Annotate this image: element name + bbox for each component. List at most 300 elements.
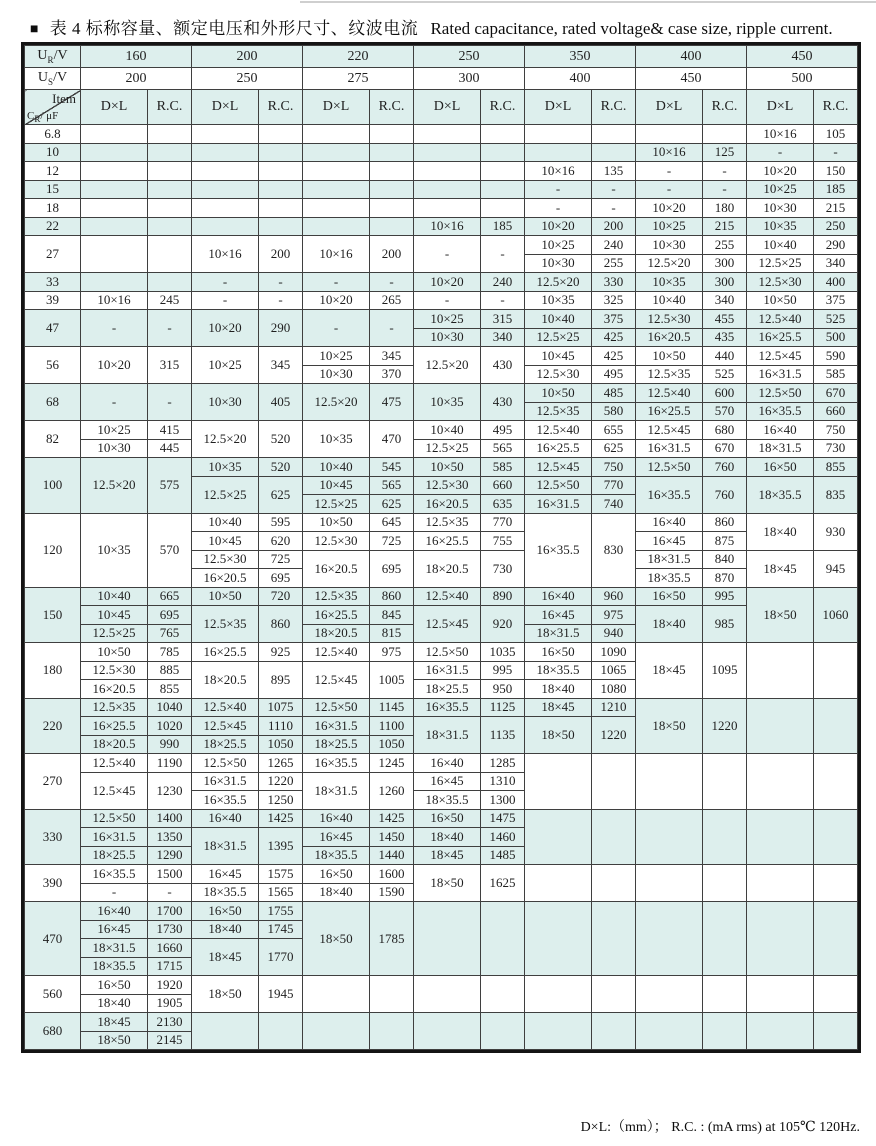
ur-label-cell: $U_R/V$ — [25, 46, 81, 68]
spec-table-body — [25, 46, 858, 1050]
corner-item-label: Item — [52, 91, 76, 106]
rc-cell — [592, 809, 636, 865]
dxl-cell: 16×50 — [525, 643, 592, 662]
dxl-cell: 12.5×30 — [81, 661, 148, 680]
rc-cell: 325 — [592, 291, 636, 310]
rc-cell — [592, 125, 636, 144]
rc-cell — [259, 143, 303, 162]
dxl-cell: 16×45 — [636, 532, 703, 551]
dxl-cell — [636, 125, 703, 144]
rc-cell: 1065 — [592, 661, 636, 680]
rc-cell: 1660 — [148, 939, 192, 958]
cap-cell: 560 — [25, 976, 81, 1013]
dxl-cell: 18×25.5 — [303, 735, 370, 754]
rc-cell — [703, 865, 747, 902]
dxl-cell: 12.5×25 — [414, 439, 481, 458]
rc-cell: 1300 — [481, 791, 525, 810]
dxl-cell: 10×45 — [81, 606, 148, 625]
rc-cell — [592, 976, 636, 1013]
dxl-cell — [192, 162, 259, 181]
dxl-cell: 12.5×25 — [747, 254, 814, 273]
cap-group-330-row-1 — [25, 809, 858, 828]
rc-cell: 1400 — [148, 809, 192, 828]
ur-value-cell: 350 — [525, 46, 636, 68]
rc-cell — [148, 125, 192, 144]
rc-cell: 975 — [592, 606, 636, 625]
ur-value-cell: 160 — [81, 46, 192, 68]
dxl-cell: 18×45 — [636, 643, 703, 699]
dxl-cell: 10×30 — [525, 254, 592, 273]
rc-cell — [370, 976, 414, 1013]
rc-cell: 430 — [481, 347, 525, 384]
dxl-cell: 16×25.5 — [414, 532, 481, 551]
cap-cell: 330 — [25, 809, 81, 865]
dxl-cell: 10×20 — [81, 347, 148, 384]
dxl-cell: 12.5×45 — [192, 717, 259, 736]
rc-cell: - — [703, 162, 747, 181]
cap-cell: 27 — [25, 236, 81, 273]
rc-cell: 855 — [814, 458, 858, 477]
cap-group-220-row-1 — [25, 698, 858, 717]
dxl-cell — [303, 162, 370, 181]
dxl-cell: 16×35.5 — [636, 476, 703, 513]
cap-cell: 470 — [25, 902, 81, 976]
rc-cell — [814, 809, 858, 865]
rc-cell: 200 — [592, 217, 636, 236]
rc-cell: 845 — [370, 606, 414, 625]
cap-cell: 680 — [25, 1013, 81, 1050]
dxl-cell: 10×40 — [636, 291, 703, 310]
dxl-cell: 10×35 — [81, 513, 148, 587]
dxl-cell — [636, 754, 703, 810]
dxl-cell: 16×25.5 — [525, 439, 592, 458]
dxl-cell — [636, 809, 703, 865]
cap-group-27-row-1 — [25, 236, 858, 255]
dxl-cell: 12.5×35 — [81, 698, 148, 717]
rc-cell: 290 — [259, 310, 303, 347]
rc-cell: 670 — [814, 384, 858, 403]
rc-cell: 890 — [481, 587, 525, 606]
rc-cell: 770 — [592, 476, 636, 495]
dxl-cell: 12.5×45 — [747, 347, 814, 366]
dxl-cell: 16×45 — [525, 606, 592, 625]
dxl-cell: 16×45 — [303, 828, 370, 847]
dxl-cell — [81, 199, 148, 218]
dxl-cell: 18×31.5 — [303, 772, 370, 809]
dxl-cell: 18×50 — [192, 976, 259, 1013]
dxl-cell: 10×35 — [303, 421, 370, 458]
dxl-cell: 16×40 — [303, 809, 370, 828]
dxl-cell: 16×25.5 — [81, 717, 148, 736]
rc-cell — [259, 1013, 303, 1050]
spec-table — [24, 45, 858, 1050]
dxl-cell: 16×45 — [81, 920, 148, 939]
dxl-cell: 10×50 — [303, 513, 370, 532]
cap-group-120-row-1 — [25, 513, 858, 532]
rc-header-cell: R.C. — [370, 90, 414, 125]
dxl-cell: 16×35.5 — [192, 791, 259, 810]
rc-cell: 525 — [703, 365, 747, 384]
cap-group-150-row-1 — [25, 587, 858, 606]
dxl-cell: 12.5×45 — [81, 772, 148, 809]
rc-cell: 245 — [148, 291, 192, 310]
rc-cell: 950 — [481, 680, 525, 699]
rc-cell — [814, 1013, 858, 1050]
rc-cell: 1210 — [592, 698, 636, 717]
rc-cell: 1040 — [148, 698, 192, 717]
dxl-cell: 10×25 — [192, 347, 259, 384]
dxl-cell: 18×35.5 — [192, 883, 259, 902]
rc-cell: - — [148, 883, 192, 902]
dxl-cell: 10×40 — [747, 236, 814, 255]
rc-cell: 885 — [148, 661, 192, 680]
rc-cell: 870 — [703, 569, 747, 588]
dxl-cell — [747, 976, 814, 1013]
rc-cell: - — [148, 384, 192, 421]
dxl-cell: 16×25.5 — [747, 328, 814, 347]
rc-cell: 1260 — [370, 772, 414, 809]
rc-cell: 995 — [703, 587, 747, 606]
rc-cell: 815 — [370, 624, 414, 643]
dxl-cell: 18×50 — [414, 865, 481, 902]
dxl-cell: 18×45 — [747, 550, 814, 587]
rc-header-cell: R.C. — [592, 90, 636, 125]
dxl-cell — [636, 902, 703, 976]
rc-cell: 830 — [592, 513, 636, 587]
dxl-cell: - — [636, 180, 703, 199]
rc-cell: 340 — [814, 254, 858, 273]
rc-cell: 1700 — [148, 902, 192, 921]
rc-cell: 990 — [148, 735, 192, 754]
dxl-cell: 12.5×35 — [414, 513, 481, 532]
rc-cell: 1920 — [148, 976, 192, 995]
rc-cell: 720 — [259, 587, 303, 606]
cap-cell: 270 — [25, 754, 81, 810]
cap-cell: 120 — [25, 513, 81, 587]
dxl-cell — [747, 865, 814, 902]
dxl-cell: 18×50 — [303, 902, 370, 976]
dxl-cell: 12.5×20 — [192, 421, 259, 458]
us-value-cell: 300 — [414, 68, 525, 90]
rc-cell — [370, 1013, 414, 1050]
dxl-cell: 12.5×40 — [303, 643, 370, 662]
dxl-cell: 12.5×45 — [525, 458, 592, 477]
dxl-cell: 12.5×35 — [525, 402, 592, 421]
cap-cell: 6.8 — [25, 125, 81, 144]
rc-cell: 875 — [703, 532, 747, 551]
rc-cell: 590 — [814, 347, 858, 366]
cap-group-560-row-1 — [25, 976, 858, 995]
dxl-cell: 18×35.5 — [303, 846, 370, 865]
rc-cell — [259, 199, 303, 218]
dxl-cell: 10×30 — [81, 439, 148, 458]
dxl-cell: 16×50 — [303, 865, 370, 884]
dxl-cell: 10×16 — [303, 236, 370, 273]
dxl-cell: 16×31.5 — [192, 772, 259, 791]
rc-cell: 1350 — [148, 828, 192, 847]
dxl-cell: 18×40 — [81, 994, 148, 1013]
cap-cell: 68 — [25, 384, 81, 421]
dxl-cell — [636, 1013, 703, 1050]
rc-cell: 290 — [814, 236, 858, 255]
dxl-cell — [525, 143, 592, 162]
dxl-cell: 12.5×50 — [747, 384, 814, 403]
rc-cell: 1145 — [370, 698, 414, 717]
cap-cell: 100 — [25, 458, 81, 514]
dxl-header-cell: D×L — [81, 90, 148, 125]
dxl-cell: 10×50 — [192, 587, 259, 606]
rc-cell: 1250 — [259, 791, 303, 810]
dxl-header-cell: D×L — [747, 90, 814, 125]
ur-value-cell: 250 — [414, 46, 525, 68]
rc-cell: 625 — [592, 439, 636, 458]
cap-group-33-row-1 — [25, 273, 858, 292]
rc-cell — [148, 217, 192, 236]
corner-capacitance-label: $C_R/$ μF — [27, 109, 59, 124]
dxl-cell: 18×45 — [192, 939, 259, 976]
dxl-cell — [81, 180, 148, 199]
dxl-cell — [81, 217, 148, 236]
dxl-cell: 16×40 — [747, 421, 814, 440]
dxl-cell: 16×50 — [414, 809, 481, 828]
cap-group-68-row-1 — [25, 384, 858, 403]
dxl-cell: 18×40 — [636, 606, 703, 643]
rc-cell: 250 — [814, 217, 858, 236]
dxl-cell: 12.5×40 — [81, 754, 148, 773]
dxl-cell: 10×20 — [636, 199, 703, 218]
dxl-cell: - — [636, 162, 703, 181]
rc-cell — [703, 902, 747, 976]
us-value-cell: 250 — [192, 68, 303, 90]
dxl-header-cell: D×L — [414, 90, 481, 125]
rc-cell: 150 — [814, 162, 858, 181]
rc-cell — [592, 902, 636, 976]
rc-cell: 625 — [370, 495, 414, 514]
dxl-cell: 10×16 — [636, 143, 703, 162]
dxl-cell: 12.5×40 — [636, 384, 703, 403]
rc-cell: 400 — [814, 273, 858, 292]
dxl-cell: 10×35 — [414, 384, 481, 421]
cap-group-180-row-1 — [25, 643, 858, 662]
us-value-cell: 200 — [81, 68, 192, 90]
rc-cell: 1425 — [259, 809, 303, 828]
dxl-cell — [81, 143, 148, 162]
dxl-cell: 16×31.5 — [81, 828, 148, 847]
cap-group-6.8-row-1 — [25, 125, 858, 144]
dxl-cell: 10×45 — [303, 476, 370, 495]
rc-cell: 1565 — [259, 883, 303, 902]
rc-cell: 375 — [814, 291, 858, 310]
rc-cell: 1220 — [703, 698, 747, 754]
rc-cell: 730 — [814, 439, 858, 458]
dxl-cell: - — [303, 273, 370, 292]
dxl-cell: 10×25 — [747, 180, 814, 199]
dxl-cell: 12.5×20 — [525, 273, 592, 292]
rc-cell: 1285 — [481, 754, 525, 773]
dxl-cell: 10×25 — [414, 310, 481, 329]
cap-group-680-row-1 — [25, 1013, 858, 1032]
rc-cell: 895 — [259, 661, 303, 698]
dxl-cell: 16×25.5 — [192, 643, 259, 662]
rc-cell: 725 — [370, 532, 414, 551]
ur-value-cell: 220 — [303, 46, 414, 68]
rc-cell — [592, 1013, 636, 1050]
rc-cell: 1500 — [148, 865, 192, 884]
dxl-cell: 18×31.5 — [81, 939, 148, 958]
dxl-cell: 10×16 — [525, 162, 592, 181]
rc-cell: 475 — [370, 384, 414, 421]
rc-cell: 1265 — [259, 754, 303, 773]
cap-group-18-row-1 — [25, 199, 858, 218]
cap-group-15-row-1 — [25, 180, 858, 199]
dxl-cell: 10×30 — [747, 199, 814, 218]
cap-group-10-row-1 — [25, 143, 858, 162]
dxl-cell: 12.5×25 — [303, 495, 370, 514]
dxl-cell: 12.5×50 — [636, 458, 703, 477]
rc-cell — [259, 162, 303, 181]
rc-cell: 1245 — [370, 754, 414, 773]
rc-cell: 670 — [703, 439, 747, 458]
dxl-cell: 12.5×30 — [303, 532, 370, 551]
cap-cell: 220 — [25, 698, 81, 754]
dxl-cell: 16×25.5 — [303, 606, 370, 625]
dxl-cell: 10×40 — [303, 458, 370, 477]
dxl-cell: 10×16 — [747, 125, 814, 144]
rc-cell: - — [481, 291, 525, 310]
rc-cell: 655 — [592, 421, 636, 440]
dxl-cell — [525, 754, 592, 810]
rc-cell: 1190 — [148, 754, 192, 773]
dxl-cell: 18×50 — [636, 698, 703, 754]
dxl-cell: - — [414, 236, 481, 273]
rc-cell: 415 — [148, 421, 192, 440]
rc-cell — [370, 180, 414, 199]
rc-cell: 255 — [592, 254, 636, 273]
rc-cell: - — [592, 199, 636, 218]
rc-cell: 435 — [703, 328, 747, 347]
dxl-cell — [525, 902, 592, 976]
dxl-cell: 10×40 — [192, 513, 259, 532]
rc-cell: 1080 — [592, 680, 636, 699]
rc-cell: 370 — [370, 365, 414, 384]
rc-cell — [148, 236, 192, 273]
rc-cell: 470 — [370, 421, 414, 458]
dxl-cell: 16×50 — [636, 587, 703, 606]
dxl-cell: 18×20.5 — [303, 624, 370, 643]
rc-cell: 1095 — [703, 643, 747, 699]
rc-cell: 1060 — [814, 587, 858, 643]
rc-cell: 1090 — [592, 643, 636, 662]
item-header-row — [25, 90, 858, 125]
rc-cell: 300 — [703, 254, 747, 273]
dxl-cell: 18×45 — [81, 1013, 148, 1032]
dxl-cell: 16×35.5 — [303, 754, 370, 773]
rc-cell: 1075 — [259, 698, 303, 717]
dxl-cell: 18×20.5 — [81, 735, 148, 754]
dxl-cell: 18×31.5 — [747, 439, 814, 458]
rc-cell: 750 — [592, 458, 636, 477]
dxl-cell — [525, 809, 592, 865]
rc-cell: 1125 — [481, 698, 525, 717]
dxl-cell: 12.5×30 — [192, 550, 259, 569]
cap-cell: 10 — [25, 143, 81, 162]
rc-cell: 1770 — [259, 939, 303, 976]
rc-cell: 520 — [259, 421, 303, 458]
rc-cell: 1220 — [259, 772, 303, 791]
cap-group-82-row-2 — [25, 439, 858, 458]
rc-cell: 105 — [814, 125, 858, 144]
cap-cell: 15 — [25, 180, 81, 199]
dxl-header-cell: D×L — [525, 90, 592, 125]
square-bullet-icon: ■ — [30, 22, 39, 37]
rc-cell: 2130 — [148, 1013, 192, 1032]
dxl-cell: 12.5×30 — [525, 365, 592, 384]
rc-cell — [370, 162, 414, 181]
rc-cell: 1310 — [481, 772, 525, 791]
dxl-cell: 16×40 — [414, 754, 481, 773]
dxl-cell — [303, 125, 370, 144]
rc-cell: 1425 — [370, 809, 414, 828]
spec-table-wrap — [21, 42, 861, 1053]
rc-cell — [814, 865, 858, 902]
rc-cell: 585 — [814, 365, 858, 384]
dxl-cell — [747, 643, 814, 699]
rc-cell: 1440 — [370, 846, 414, 865]
dxl-cell — [81, 273, 148, 292]
dxl-cell — [747, 809, 814, 865]
rc-cell — [148, 199, 192, 218]
rc-cell: 860 — [370, 587, 414, 606]
rc-cell: - — [370, 273, 414, 292]
rc-cell: 740 — [592, 495, 636, 514]
rc-cell: 930 — [814, 513, 858, 550]
dxl-cell: 18×35.5 — [636, 569, 703, 588]
rc-cell: 1600 — [370, 865, 414, 884]
us-value-cell: 275 — [303, 68, 414, 90]
rc-cell — [370, 125, 414, 144]
dxl-cell: 16×40 — [192, 809, 259, 828]
dxl-cell: 12.5×45 — [636, 421, 703, 440]
dxl-cell: 12.5×25 — [525, 328, 592, 347]
rc-cell — [703, 754, 747, 810]
rc-cell: 620 — [259, 532, 303, 551]
rc-cell: 455 — [703, 310, 747, 329]
dxl-cell: 16×40 — [525, 587, 592, 606]
rc-cell — [592, 143, 636, 162]
dxl-cell: 18×31.5 — [525, 624, 592, 643]
rc-cell — [814, 643, 858, 699]
dxl-cell: 18×35.5 — [747, 476, 814, 513]
rc-cell: 925 — [259, 643, 303, 662]
dxl-cell: 18×20.5 — [192, 661, 259, 698]
rc-cell: 1395 — [259, 828, 303, 865]
dxl-cell: 18×31.5 — [192, 828, 259, 865]
dxl-cell — [414, 902, 481, 976]
rc-cell: 345 — [370, 347, 414, 366]
rc-cell: 185 — [814, 180, 858, 199]
rc-cell — [481, 125, 525, 144]
dxl-cell — [414, 199, 481, 218]
rc-cell — [148, 273, 192, 292]
rc-cell: 500 — [814, 328, 858, 347]
dxl-cell: - — [303, 310, 370, 347]
rc-cell: - — [370, 310, 414, 347]
dxl-cell: 16×20.5 — [192, 569, 259, 588]
dxl-cell: 10×40 — [81, 587, 148, 606]
dxl-cell — [525, 976, 592, 1013]
rc-cell — [148, 162, 192, 181]
dxl-cell — [192, 217, 259, 236]
